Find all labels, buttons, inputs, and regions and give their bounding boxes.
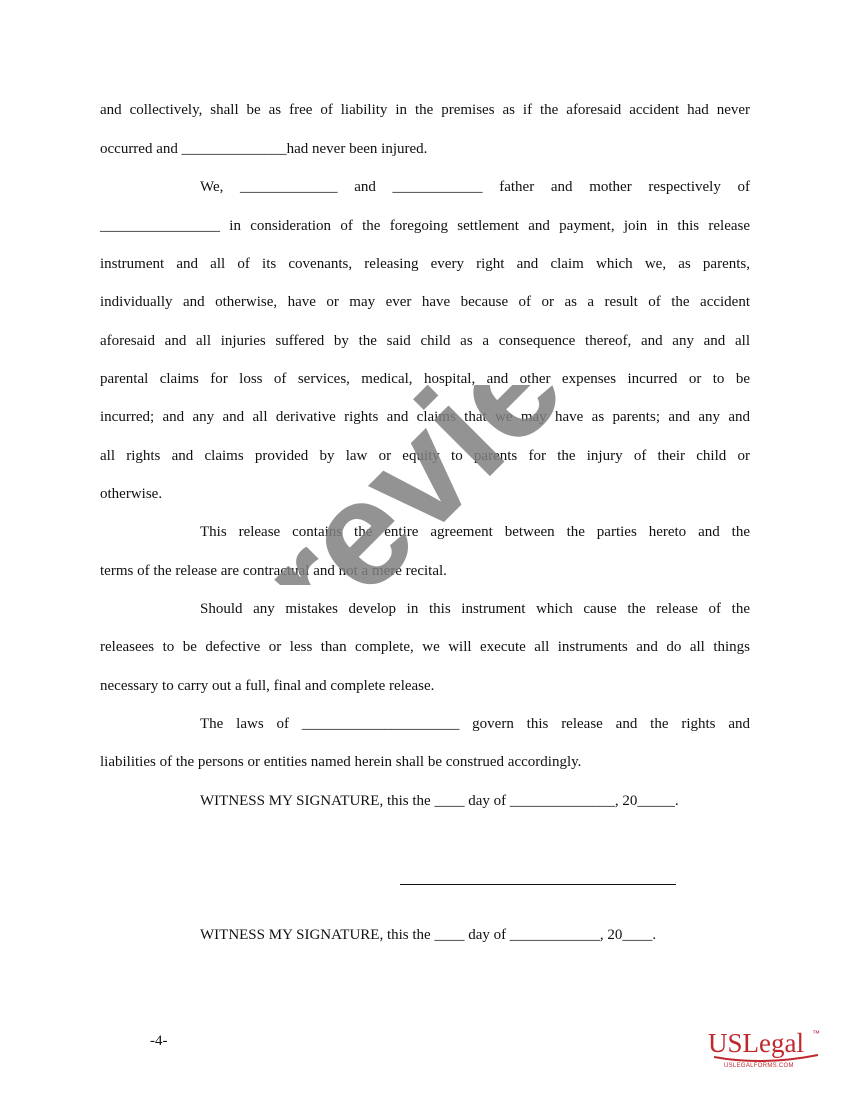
body-line: all rights and claims provided by law or equity to parents for the injury of their child or <box>100 448 750 464</box>
body-line: This release contains the entire agreement between the parties hereto and the <box>200 524 750 540</box>
body-line: and collectively, shall be as free of liability in the premises as if the aforesaid accident had never <box>100 102 750 118</box>
uslegal-logo <box>708 1026 823 1070</box>
body-line: parental claims for loss of services, medical, hospital, and other expenses incurred or to be <box>100 371 750 387</box>
body-line: incurred; and any and all derivative rights and claims that we may have as parents; and any and <box>100 409 750 425</box>
witness-signature-line: WITNESS MY SIGNATURE, this the ____ day of ______________, 20_____. <box>200 793 679 809</box>
logo-subtext: USLEGALFORMS.COM <box>724 1063 794 1069</box>
body-line: The laws of _____________________ govern this release and the rights and <box>200 716 750 732</box>
body-line: releasees to be defective or less than complete, we will execute all instruments and do all things <box>100 639 750 655</box>
signature-line <box>400 884 676 885</box>
body-line: liabilities of the persons or entities named herein shall be construed accordingly. <box>100 754 582 770</box>
witness-signature-line: WITNESS MY SIGNATURE, this the ____ day of ____________, 20____. <box>200 927 657 943</box>
body-line: instrument and all of its covenants, releasing every right and claim which we, as parents, <box>100 256 750 272</box>
body-line: ________________ in consideration of the foregoing settlement and payment, join in this release <box>100 218 750 234</box>
body-line: terms of the release are contractual and not a mere recital. <box>100 563 447 579</box>
body-line: occurred and ______________had never been injured. <box>100 141 428 157</box>
body-line: necessary to carry out a full, final and complete release. <box>100 678 435 694</box>
body-line: We, _____________ and ____________ father and mother respectively of <box>200 179 750 195</box>
logo-trademark: ™ <box>812 1029 820 1038</box>
logo-text: USLegal <box>708 1028 804 1058</box>
body-line: otherwise. <box>100 486 163 502</box>
page-number: -4- <box>150 1033 168 1049</box>
body-line: Should any mistakes develop in this instrument which cause the release of the <box>200 601 750 617</box>
body-line: aforesaid and all injuries suffered by the said child as a consequence thereof, and any and all <box>100 333 750 349</box>
body-line: individually and otherwise, have or may ever have because of or as a result of the accident <box>100 294 750 310</box>
